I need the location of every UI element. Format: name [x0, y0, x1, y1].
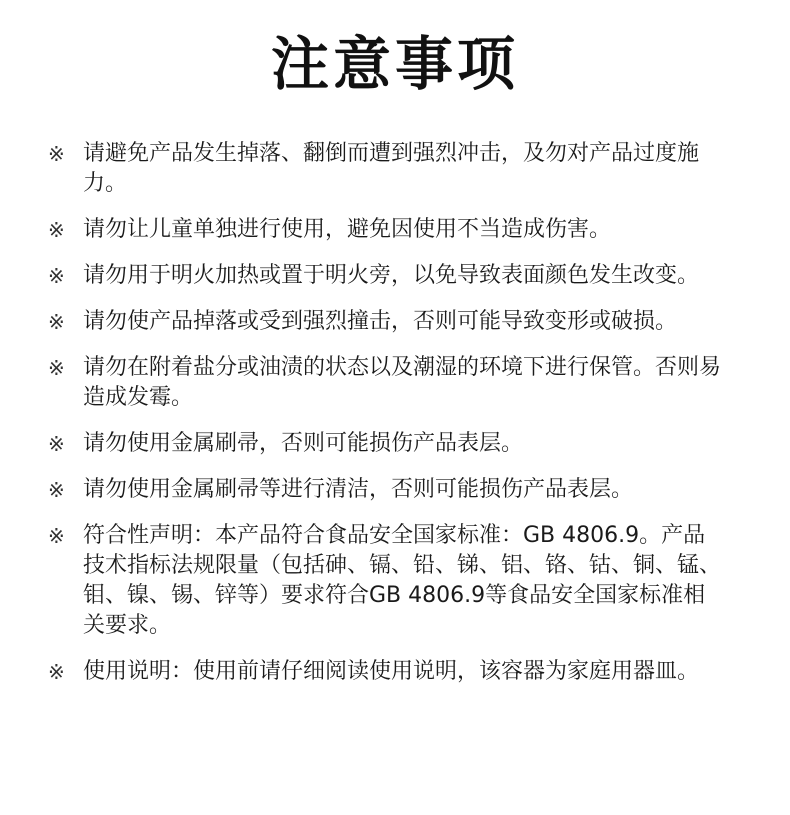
reference-mark-icon: ※ [48, 356, 65, 380]
notice-text: 请勿使产品掉落或受到强烈撞击，否则可能导致变形或破损。 [83, 309, 678, 334]
reference-mark-icon: ※ [48, 524, 65, 548]
reference-mark-icon: ※ [48, 432, 65, 456]
reference-mark-icon: ※ [48, 218, 65, 242]
list-item [48, 215, 728, 245]
reference-mark-icon: ※ [48, 660, 65, 684]
list-item [48, 521, 728, 641]
list-item [48, 261, 728, 291]
notice-text: 请勿使用金属刷帚等进行清洁，否则可能损伤产品表层。 [83, 477, 634, 502]
reference-mark-icon: ※ [48, 264, 65, 288]
page-title: 注意事项 [270, 30, 519, 98]
reference-mark-icon: ※ [48, 142, 65, 166]
reference-mark-icon: ※ [48, 310, 65, 334]
reference-mark-icon: ※ [48, 478, 65, 502]
notice-text: 使用说明：使用前请仔细阅读使用说明，该容器为家庭用器皿。 [83, 659, 700, 684]
list-item [48, 429, 728, 459]
notice-text: 请勿用于明火加热或置于明火旁，以免导致表面颜色发生改变。 [83, 263, 700, 288]
notice-text: 请勿让儿童单独进行使用，避免因使用不当造成伤害。 [83, 217, 612, 242]
notice-text: 请勿在附着盐分或油渍的状态以及潮湿的环境下进行保管。否则易造成发霉。 [83, 355, 722, 410]
list-item [48, 657, 728, 687]
notice-text: 符合性声明：本产品符合食品安全国家标准：GB 4806.9。产品技术指标法规限量（包括砷、镉、铅、锑、铝、铬、钴、铜、锰、钼、镍、锡、锌等）要求符合GB 4806.9等食品安全国家标准相关要求。 [83, 523, 722, 638]
notice-text: 请勿使用金属刷帚，否则可能损伤产品表层。 [83, 431, 524, 456]
list-item [48, 475, 728, 505]
notice-list [48, 139, 728, 703]
list-item [48, 353, 728, 413]
list-item [48, 307, 728, 337]
notice-text: 请避免产品发生掉落、翻倒而遭到强烈冲击，及勿对产品过度施力。 [83, 141, 700, 196]
list-item [48, 139, 728, 199]
